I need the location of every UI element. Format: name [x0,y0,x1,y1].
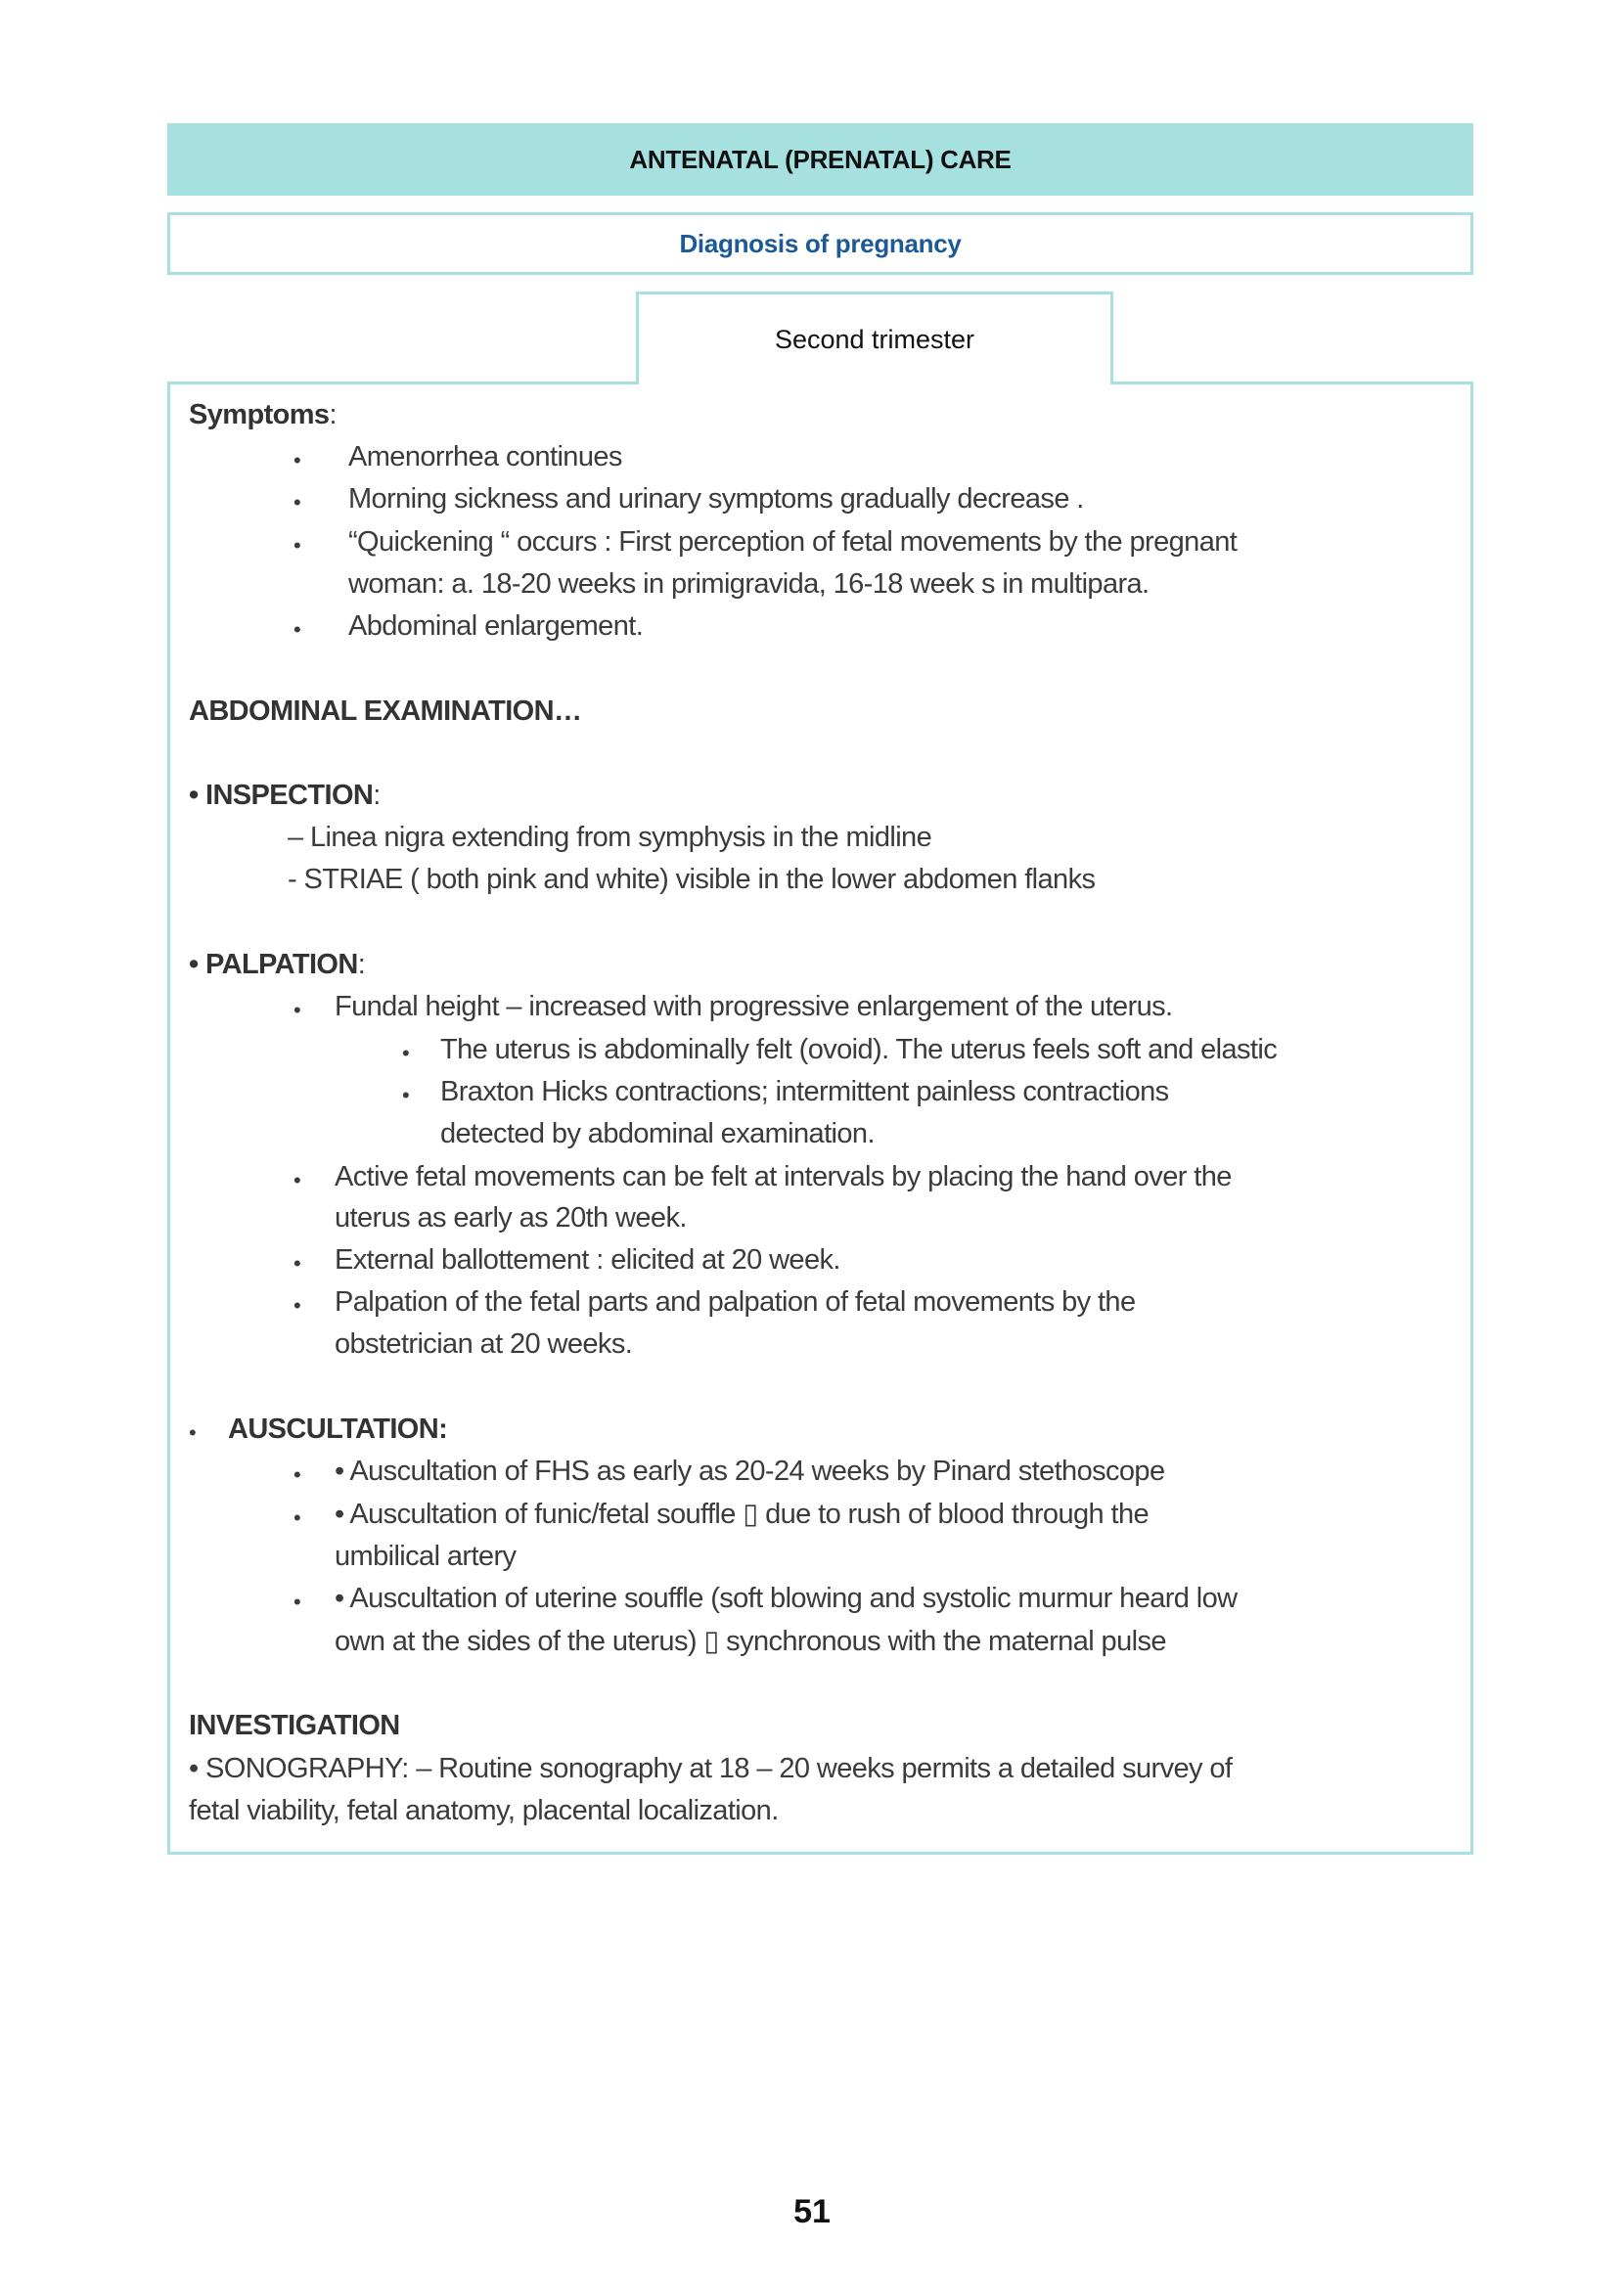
auscultation-item-cont: umbilical artery [335,1541,517,1572]
symptom-item: “Quickening “ occurs : First perception of fetal movements by the pregnant [348,526,1238,558]
bullet-icon: • [293,1462,301,1487]
symptom-item: Abdominal enlargement. [348,610,644,642]
subheader-box [167,212,1473,275]
palpation-item: Fundal height – increased with progressive enlargement of the uterus. [335,991,1173,1022]
bullet-icon: • [293,533,301,558]
bullet-icon: • [293,617,301,642]
palpation-item: Active fetal movements can be felt at intervals by placing the hand over the [335,1161,1232,1192]
palpation-item: Palpation of the fetal parts and palpation of fetal movements by the [335,1286,1136,1318]
palpation-item: External ballottement : elicited at 20 week. [335,1244,840,1276]
section-title: ANTENATAL (PRENATAL) CARE [629,144,1012,174]
symptoms-heading-text: Symptoms [189,399,330,430]
bullet-icon: • [293,1168,301,1192]
palpation-subitem: The uterus is abdominally felt (ovoid). The uterus feels soft and elastic [440,1034,1278,1065]
trimester-tab [636,292,1113,384]
inspection-line: – Linea nigra extending from symphysis in the midline [288,822,932,853]
bullet-icon: • [293,1505,301,1530]
symptom-item: Morning sickness and urinary symptoms gradually decrease . [348,483,1084,515]
bullet-icon: • [293,490,301,515]
inspection-heading-text: • INSPECTION [189,780,374,811]
bullet-icon: • [402,1083,410,1107]
auscultation-item: • Auscultation of uterine souffle (soft blowing and systolic murmur heard low [335,1583,1238,1614]
page-number: 51 [793,2193,831,2230]
bullet-icon: • [293,448,301,472]
bullet-icon: • [293,1590,301,1614]
inspection-colon: : [373,780,381,811]
bullet-icon: • [293,1251,301,1276]
symptom-item: Amenorrhea continues [348,441,622,472]
bullet-icon: • [402,1041,410,1065]
investigation-line: • SONOGRAPHY: – Routine sonography at 18 – 20 weeks permits a detailed survey of [189,1753,1233,1784]
investigation-heading: INVESTIGATION [189,1710,400,1741]
symptoms-heading [189,401,337,429]
auscultation-item: • Auscultation of FHS as early as 20-24 weeks by Pinard stethoscope [335,1456,1165,1487]
bullet-icon: • [293,998,301,1022]
abdominal-exam-heading: ABDOMINAL EXAMINATION… [189,696,582,727]
auscultation-item: • Auscultation of funic/fetal souffle ▯ due to rush of blood through the [335,1499,1150,1530]
symptom-item-cont: woman: a. 18-20 weeks in primigravida, 16-18 week s in multipara. [348,568,1150,600]
palpation-heading-text: • PALPATION [189,949,358,980]
bullet-icon: • [293,1293,301,1318]
symptoms-colon: : [329,399,337,430]
palpation-item-cont: uterus as early as 20th week. [335,1202,687,1234]
section-header-bar [167,123,1473,196]
palpation-heading [189,951,365,979]
palpation-subitem-cont: detected by abdominal examination. [440,1118,875,1149]
bullet-icon: • [189,1420,197,1445]
trimester-title: Second trimester [774,324,975,354]
auscultation-heading: AUSCULTATION: [228,1414,448,1445]
auscultation-item-cont: own at the sides of the uterus) ▯ synchronous with the maternal pulse [335,1626,1166,1657]
inspection-line: - STRIAE ( both pink and white) visible in the lower abdomen flanks [288,864,1096,895]
investigation-line: fetal viability, fetal anatomy, placental localization. [189,1795,779,1826]
palpation-subitem: Braxton Hicks contractions; intermittent painless contractions [440,1076,1169,1107]
palpation-colon: : [357,949,366,980]
subheader-title: Diagnosis of pregnancy [679,228,962,258]
inspection-heading [189,782,381,810]
palpation-item-cont: obstetrician at 20 weeks. [335,1328,633,1360]
